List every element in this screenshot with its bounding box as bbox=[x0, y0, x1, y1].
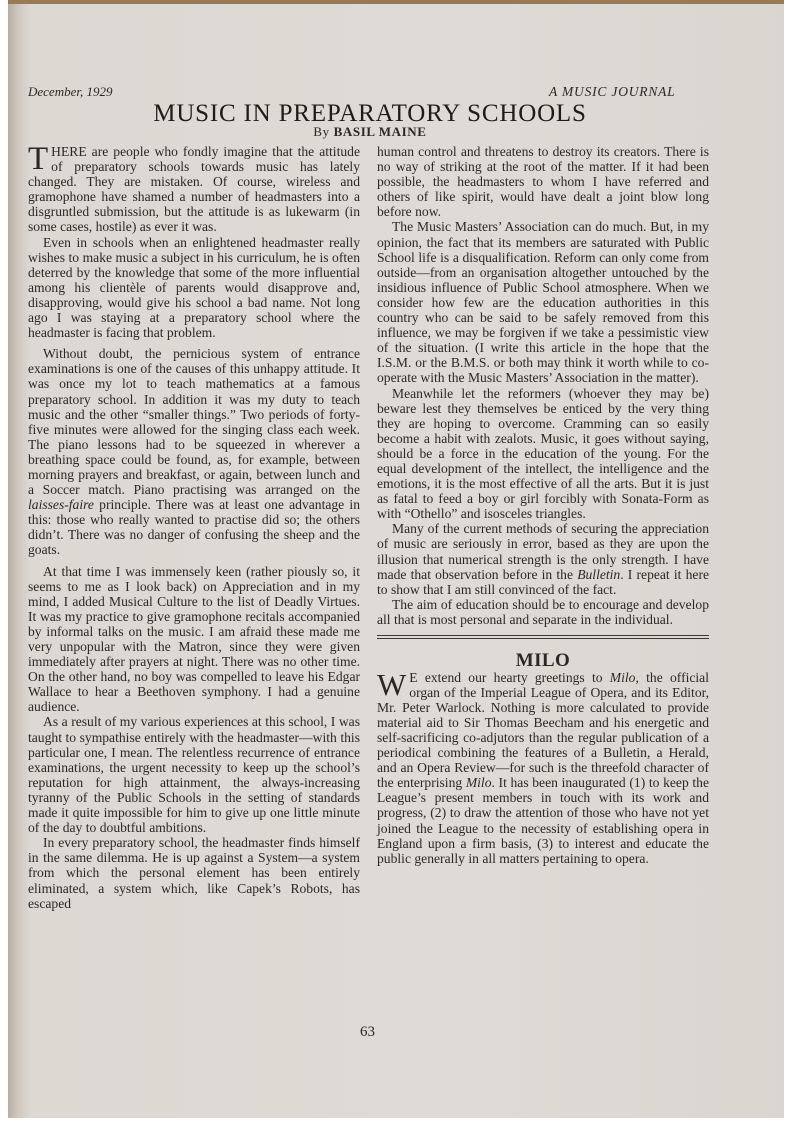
paragraph: The aim of education should be to encourage and develop all that is most personal and separate in the individual. bbox=[377, 596, 709, 627]
page-number: 63 bbox=[360, 1024, 375, 1040]
paragraph-text: Many of the current methods of securing the appreciation of music are seriously in error, based as they are upon the illusion that numerical strength is the only strength. I have made that observation before in the bbox=[377, 521, 709, 582]
paragraph-text: In every preparatory school, the headmaster finds himself in the same dilemma. He is up against a System—a system from which the personal element has been entirely eliminated, a system which, like Capek’s Robots, has escaped bbox=[28, 835, 360, 911]
paragraph: As a result of my various experiences at this school, I was taught to sympathise entirely with the headmaster—with this particular one, I mean. The relentless recurrence of entrance examinations, the urgent necessity to keep up the school’s reputation for high attainment, the always-increasing tyranny of the Public Schools in the setting of standards made it quite impossible for him to give up one little minute of the day to doubtful ambitions. bbox=[28, 714, 360, 836]
paragraph-text: E extend our hearty greetings to bbox=[409, 669, 610, 685]
article-title: MUSIC IN PREPARATORY SCHOOLS bbox=[153, 100, 587, 127]
column-left bbox=[28, 141, 360, 911]
italic-term: Milo bbox=[609, 669, 636, 685]
section-title-milo: MILO bbox=[515, 649, 571, 671]
background-edge bbox=[8, 0, 794, 4]
paragraph-text: principle. There was at least one advantage in this: those who really wanted to practise did so; the others didn’t. There was no danger of confusing the sheep and the goats. bbox=[28, 497, 360, 558]
column-right bbox=[377, 144, 709, 866]
paragraph-text: . I repeat it here to show that I am still convinced of the fact. bbox=[377, 566, 709, 597]
page-margin-bottom bbox=[0, 1118, 794, 1123]
page-margin bbox=[784, 0, 794, 1123]
paragraph bbox=[377, 521, 709, 596]
paragraph-text: . It has been inaugurated (1) to keep the League’s present members in touch with its work and progress, (2) to draw the attention of those who have not yet joined the League to the necessity of establishing opera in England upon a firm basis, (3) to interest and educate the public generally in all matters pertaining to opera. bbox=[377, 775, 709, 866]
paragraph-continued bbox=[377, 144, 709, 219]
running-header-journal: A MUSIC JOURNAL bbox=[549, 84, 676, 99]
paragraph bbox=[28, 346, 360, 557]
milo-paragraph bbox=[377, 666, 709, 866]
article-byline bbox=[0, 124, 740, 140]
byline-prefix: By bbox=[313, 124, 330, 139]
paragraph-text: human control and threatens to destroy its creators. There is no way of striking at the root of the matter. If it had been possible, the headmasters to whom I have referred and others of like spirit, would have dealt a joint blow long before now. bbox=[377, 144, 709, 220]
paragraph-text: HERE are people who fondly imagine that the attitude of preparatory schools towards music has lately changed. They are mistaken. Of course, wireless and gramophone have shamed a number of headmasters into a disgruntled submission, but the attitude is as lukewarm (in some cases, hostile) as ever it was. bbox=[28, 144, 360, 235]
italic-term: laisses-faire bbox=[28, 497, 94, 513]
paragraph: At that time I was immensely keen (rather piously so, it seems to me as I look back) on Appreciation and in my mind, I added Musical Culture to the list of Deadly Virtues. It was my practice to give gramophone recitals accompanied by informal talks on the music. I am afraid these made me very unpopular with the Matron, since they were given immediately after prayers at night. There was no other time. On the other hand, no boy was compelled to leave his Edgar Wallace to hear a Beethoven symphony. I had a genuine audience. bbox=[28, 563, 360, 715]
byline-author: BASIL MAINE bbox=[333, 124, 427, 139]
paragraph: Meanwhile let the reformers (whoever they may be) beware lest they themselves be enticed by the very thing they are hoping to overcome. Cramming can so easily become a habit with zealots. Music, it goes without saying, should be a force in the education of the young. For the equal development of the intellect, the intelligence and the emotions, it is the most effective of all the arts. But it is just as fatal to feed a boy or girl forcibly with Sonata-Form as with “Othello” and isosceles triangles. bbox=[377, 385, 709, 522]
running-header-date: December, 1929 bbox=[28, 84, 113, 99]
paragraph: Even in schools when an enlightened headmaster really wishes to make music a subject in his curriculum, he is often deterred by the knowledge that some of the more influential among his clientèle of parents would disapprove and, disapproving, would give his school a bad name. Not long ago I was staying at a preparatory school where the headmaster is facing that problem. bbox=[28, 234, 360, 341]
drop-cap: T bbox=[28, 141, 49, 177]
paragraph bbox=[28, 835, 360, 910]
paragraph bbox=[28, 141, 360, 235]
italic-term: Bulletin bbox=[577, 566, 621, 582]
section-divider bbox=[377, 635, 709, 639]
paragraph-text: , the official organ of the Imperial League of Opera, and its Editor, Mr. Peter Warlock. Nothing is more calculated to provide material aid to Sir Thomas Beecham and his energetic and self-sacrificing co-adjutors than the regular publication of a periodical combining the features of a Bulletin, a Herald, and an Opera Review—for such is the threefold character of the enterprising bbox=[377, 669, 709, 791]
paragraph: The Music Masters’ Association can do much. But, in my opinion, the fact that its members are saturated with Public School life is a disqualification. Reform can only come from outside—from an organisation altogether untouched by the insidious influence of Public School atmosphere. When we consider how few are the education authorities in this country who can be said to be safely removed from this influence, we may be forgiven if we take a pessimistic view of the situation. (I write this article in the hope that the I.S.M. or the B.M.S. or both may think it worth while to co-operate with the Music Masters’ Association in the matter). bbox=[377, 219, 709, 386]
italic-term: Milo bbox=[465, 775, 492, 791]
paragraph-text: Without doubt, the pernicious system of entrance examinations is one of the causes of this unhappy attitude. It was once my lot to teach mathematics at a famous preparatory school. In addition it was my duty to teach music and the other “smaller things.” Two periods of forty-five minutes were allowed for the singing class each week. The piano lessons had to be squeezed in wherever a breathing space could be found, as, for example, between morning prayers and breakfast, or again, between lunch and a Soccer match. Piano practising was arranged on the bbox=[28, 346, 360, 498]
drop-cap: W bbox=[377, 666, 407, 702]
